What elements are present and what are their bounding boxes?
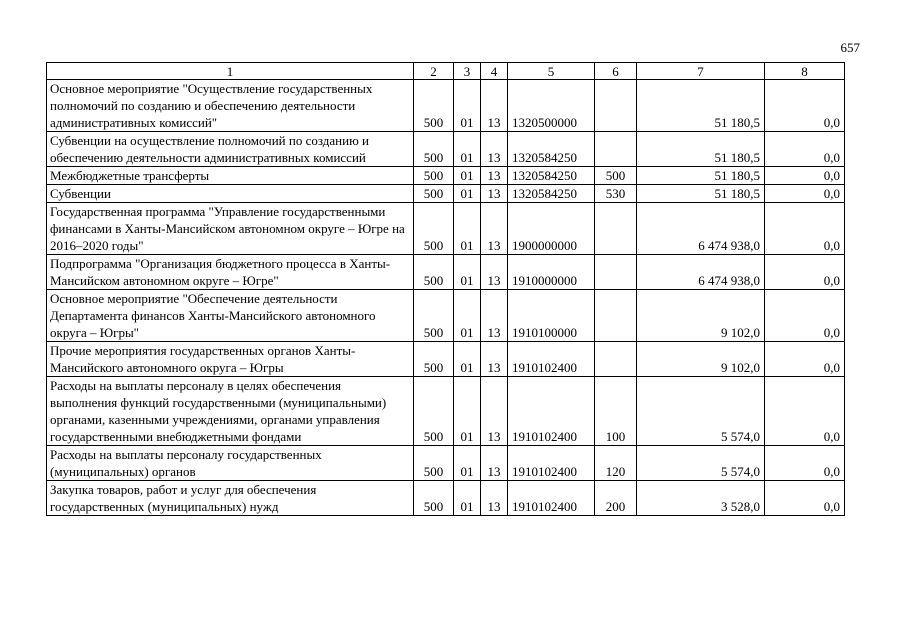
cell-amount: 3 528,0 bbox=[637, 481, 765, 516]
cell-subsection: 13 bbox=[481, 446, 508, 481]
cell-ministry-code: 500 bbox=[414, 80, 454, 132]
cell-ministry-code: 500 bbox=[414, 203, 454, 255]
cell-target-code: 1910102400 bbox=[508, 342, 595, 377]
row-name: Расходы на выплаты персоналу государственных (муниципальных) органов bbox=[47, 446, 414, 481]
cell-target-code: 1910000000 bbox=[508, 255, 595, 290]
table-row bbox=[47, 481, 845, 516]
cell-expense-type: 500 bbox=[595, 167, 637, 185]
table-row bbox=[47, 377, 845, 446]
column-header: 1 bbox=[47, 63, 414, 80]
cell-amount-extra: 0,0 bbox=[765, 255, 845, 290]
cell-target-code: 1900000000 bbox=[508, 203, 595, 255]
table-row bbox=[47, 342, 845, 377]
cell-section: 01 bbox=[454, 481, 481, 516]
column-header: 7 bbox=[637, 63, 765, 80]
row-name: Прочие мероприятия государственных органов Ханты-Мансийского автономного округа – Югры bbox=[47, 342, 414, 377]
cell-target-code: 1320500000 bbox=[508, 80, 595, 132]
row-name: Основное мероприятие "Осуществление государственных полномочий по созданию и обеспечению деятельности административных комиссий" bbox=[47, 80, 414, 132]
row-name: Подпрограмма "Организация бюджетного процесса в Ханты-Мансийском автономном округе – Югре" bbox=[47, 255, 414, 290]
cell-ministry-code: 500 bbox=[414, 167, 454, 185]
budget-table bbox=[46, 62, 845, 516]
cell-expense-type bbox=[595, 342, 637, 377]
cell-expense-type: 120 bbox=[595, 446, 637, 481]
cell-subsection: 13 bbox=[481, 132, 508, 167]
cell-expense-type: 200 bbox=[595, 481, 637, 516]
cell-expense-type bbox=[595, 80, 637, 132]
row-name: Межбюджетные трансферты bbox=[47, 167, 414, 185]
row-name: Расходы на выплаты персоналу в целях обеспечения выполнения функций государственными (муниципальными) органами, казенными учреждениями, органами управления государственными внебюджетными фондами bbox=[47, 377, 414, 446]
cell-amount-extra: 0,0 bbox=[765, 377, 845, 446]
table-row bbox=[47, 290, 845, 342]
cell-amount: 6 474 938,0 bbox=[637, 255, 765, 290]
column-header: 4 bbox=[481, 63, 508, 80]
cell-subsection: 13 bbox=[481, 377, 508, 446]
cell-amount: 5 574,0 bbox=[637, 446, 765, 481]
cell-section: 01 bbox=[454, 167, 481, 185]
cell-subsection: 13 bbox=[481, 167, 508, 185]
column-header: 8 bbox=[765, 63, 845, 80]
cell-ministry-code: 500 bbox=[414, 481, 454, 516]
cell-amount-extra: 0,0 bbox=[765, 80, 845, 132]
header-row bbox=[47, 63, 845, 80]
cell-ministry-code: 500 bbox=[414, 446, 454, 481]
cell-subsection: 13 bbox=[481, 342, 508, 377]
table-row bbox=[47, 132, 845, 167]
cell-ministry-code: 500 bbox=[414, 290, 454, 342]
cell-amount: 51 180,5 bbox=[637, 132, 765, 167]
table-row bbox=[47, 203, 845, 255]
cell-amount-extra: 0,0 bbox=[765, 132, 845, 167]
cell-expense-type bbox=[595, 132, 637, 167]
cell-section: 01 bbox=[454, 203, 481, 255]
table-row bbox=[47, 446, 845, 481]
column-header: 5 bbox=[508, 63, 595, 80]
cell-amount: 5 574,0 bbox=[637, 377, 765, 446]
cell-amount-extra: 0,0 bbox=[765, 185, 845, 203]
cell-amount: 51 180,5 bbox=[637, 185, 765, 203]
cell-expense-type: 100 bbox=[595, 377, 637, 446]
cell-target-code: 1320584250 bbox=[508, 167, 595, 185]
cell-section: 01 bbox=[454, 342, 481, 377]
cell-subsection: 13 bbox=[481, 481, 508, 516]
cell-section: 01 bbox=[454, 80, 481, 132]
cell-target-code: 1910100000 bbox=[508, 290, 595, 342]
row-name: Субвенции bbox=[47, 185, 414, 203]
cell-section: 01 bbox=[454, 290, 481, 342]
cell-amount: 9 102,0 bbox=[637, 290, 765, 342]
cell-amount-extra: 0,0 bbox=[765, 203, 845, 255]
cell-amount: 51 180,5 bbox=[637, 80, 765, 132]
cell-section: 01 bbox=[454, 185, 481, 203]
table-row bbox=[47, 185, 845, 203]
table-row bbox=[47, 167, 845, 185]
cell-target-code: 1910102400 bbox=[508, 481, 595, 516]
cell-expense-type bbox=[595, 203, 637, 255]
cell-ministry-code: 500 bbox=[414, 342, 454, 377]
cell-amount: 51 180,5 bbox=[637, 167, 765, 185]
cell-section: 01 bbox=[454, 446, 481, 481]
table-row bbox=[47, 255, 845, 290]
cell-expense-type bbox=[595, 255, 637, 290]
cell-section: 01 bbox=[454, 132, 481, 167]
cell-ministry-code: 500 bbox=[414, 132, 454, 167]
row-name: Закупка товаров, работ и услуг для обеспечения государственных (муниципальных) нужд bbox=[47, 481, 414, 516]
cell-subsection: 13 bbox=[481, 80, 508, 132]
column-header: 2 bbox=[414, 63, 454, 80]
cell-ministry-code: 500 bbox=[414, 255, 454, 290]
row-name: Государственная программа "Управление государственными финансами в Ханты-Мансийском автономном округе – Югре на 2016–2020 годы" bbox=[47, 203, 414, 255]
cell-target-code: 1320584250 bbox=[508, 132, 595, 167]
cell-amount-extra: 0,0 bbox=[765, 342, 845, 377]
cell-amount-extra: 0,0 bbox=[765, 481, 845, 516]
column-header: 6 bbox=[595, 63, 637, 80]
cell-subsection: 13 bbox=[481, 255, 508, 290]
cell-amount-extra: 0,0 bbox=[765, 290, 845, 342]
cell-section: 01 bbox=[454, 255, 481, 290]
table-row bbox=[47, 80, 845, 132]
cell-subsection: 13 bbox=[481, 203, 508, 255]
cell-target-code: 1320584250 bbox=[508, 185, 595, 203]
row-name: Основное мероприятие "Обеспечение деятельности Департамента финансов Ханты-Мансийского автономного округа – Югры" bbox=[47, 290, 414, 342]
page-number: 657 bbox=[840, 40, 860, 55]
cell-target-code: 1910102400 bbox=[508, 377, 595, 446]
cell-subsection: 13 bbox=[481, 185, 508, 203]
cell-subsection: 13 bbox=[481, 290, 508, 342]
column-header: 3 bbox=[454, 63, 481, 80]
cell-ministry-code: 500 bbox=[414, 185, 454, 203]
cell-section: 01 bbox=[454, 377, 481, 446]
row-name: Субвенции на осуществление полномочий по созданию и обеспечению деятельности административных комиссий bbox=[47, 132, 414, 167]
cell-amount-extra: 0,0 bbox=[765, 446, 845, 481]
cell-target-code: 1910102400 bbox=[508, 446, 595, 481]
cell-ministry-code: 500 bbox=[414, 377, 454, 446]
cell-expense-type bbox=[595, 290, 637, 342]
cell-amount: 6 474 938,0 bbox=[637, 203, 765, 255]
cell-expense-type: 530 bbox=[595, 185, 637, 203]
cell-amount: 9 102,0 bbox=[637, 342, 765, 377]
cell-amount-extra: 0,0 bbox=[765, 167, 845, 185]
